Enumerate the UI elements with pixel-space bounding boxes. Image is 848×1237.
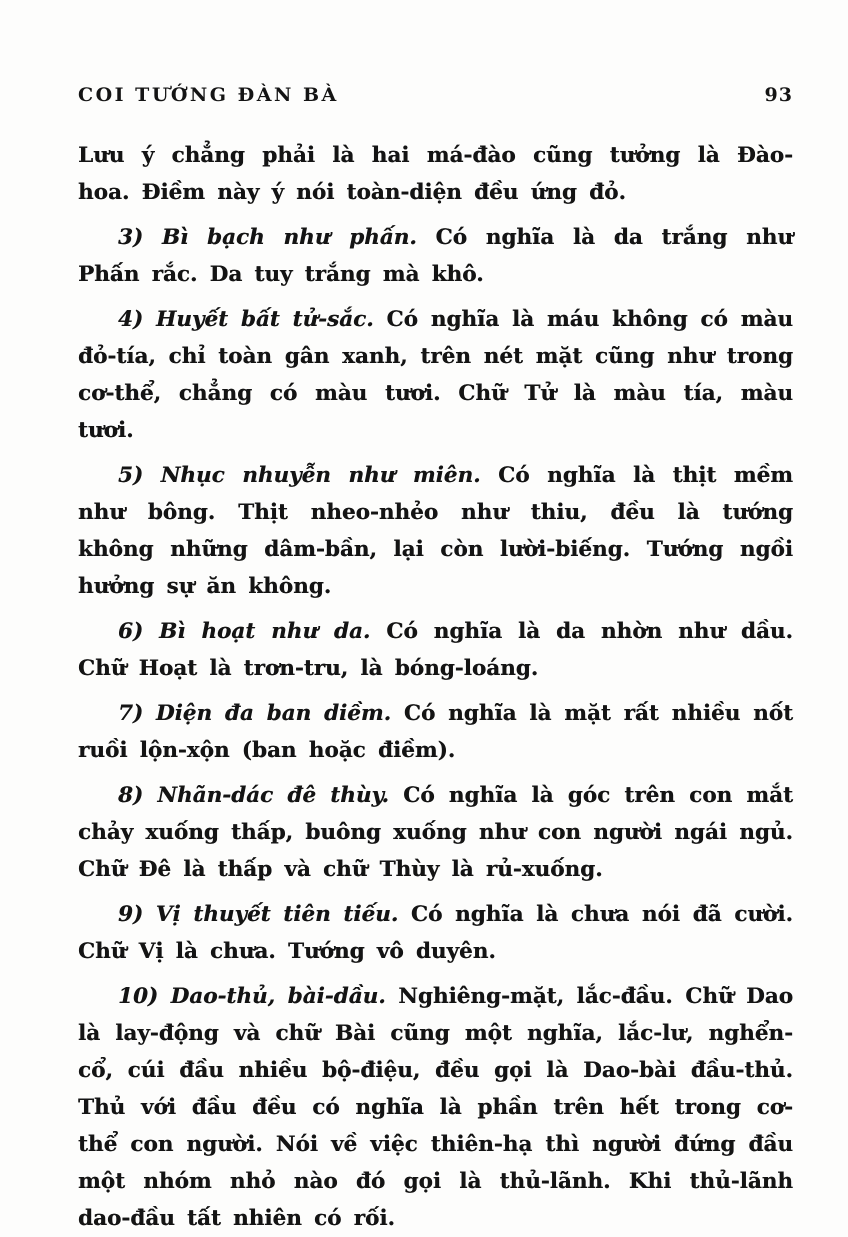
paragraph xyxy=(78,301,793,449)
paragraph-text: Có nghĩa là máu không có màu đỏ-tía, chỉ toàn gân xanh, trên nét mặt cũng như trong cơ-thể, chẳng có màu tươi. Chữ Tử là màu tía, màu tươi. xyxy=(78,307,793,443)
paragraph-text: Có nghĩa là da nhờn như dầu. Chữ Hoạt là trơn-tru, là bóng-loáng. xyxy=(78,619,793,681)
page-body xyxy=(78,137,793,1237)
paragraph xyxy=(78,896,793,970)
item-lead-phrase: 10) Dao-thủ, bài-dầu. xyxy=(118,984,386,1009)
item-lead-phrase: 3) Bì bạch như phấn. xyxy=(118,225,417,250)
paragraph xyxy=(78,457,793,605)
paragraph-text: Có nghĩa là da trắng như Phấn rắc. Da tuy trắng mà khô. xyxy=(78,225,793,287)
item-lead-phrase: 4) Huyết bất tử-sắc. xyxy=(118,307,374,332)
paragraph xyxy=(78,613,793,687)
item-lead-phrase: 5) Nhục nhuyễn như miên. xyxy=(118,463,481,488)
paragraph xyxy=(78,777,793,888)
paragraph-text: Có nghĩa là mặt rất nhiều nốt ruồi lộn-xộn (ban hoặc điềm). xyxy=(78,701,793,763)
paragraph-text: Có nghĩa là chưa nói đã cười. Chữ Vị là chưa. Tướng vô duyên. xyxy=(78,902,793,964)
item-lead-phrase: 6) Bì hoạt như da. xyxy=(118,619,371,644)
paragraph-text: Lưu ý chẳng phải là hai má-đào cũng tưởng là Đào-hoa. Điềm này ý nói toàn-diện đều ứng đỏ. xyxy=(78,143,793,205)
paragraph xyxy=(78,219,793,293)
page-number: 93 xyxy=(764,84,793,106)
running-title: COI TƯỚNG ĐÀN BÀ xyxy=(78,84,339,106)
paragraph xyxy=(78,978,793,1237)
paragraph-text: Có nghĩa là góc trên con mắt chảy xuống thấp, buông xuống như con người ngái ngủ. Chữ Đê là thấp và chữ Thùy là rủ-xuống. xyxy=(78,783,793,882)
item-lead-phrase: 8) Nhãn-dác đê thùy. xyxy=(118,783,389,808)
paragraph-text: Nghiêng-mặt, lắc-đầu. Chữ Dao là lay-động và chữ Bài cũng một nghĩa, lắc-lư, nghển-cổ, cúi đầu nhiều bộ-điệu, đều gọi là Dao-bài đầu-thủ. Thủ với đầu đều có nghĩa là phần trên hết trong cơ-thể con người. Nói về việc thiên-hạ thì người đứng đầu một nhóm nhỏ nào đó gọi là thủ-lãnh. Khi thủ-lãnh dao-đầu tất nhiên có rối. xyxy=(78,984,793,1231)
paragraph xyxy=(78,695,793,769)
paragraph-text: Có nghĩa là thịt mềm như bông. Thịt nheo-nhẻo như thiu, đều là tướng không những dâm-bần, lại còn lười-biếng. Tướng ngồi hưởng sự ăn không. xyxy=(78,463,793,599)
paragraph xyxy=(78,137,793,211)
item-lead-phrase: 7) Diện đa ban diềm. xyxy=(118,701,392,726)
item-lead-phrase: 9) Vị thuyết tiên tiếu. xyxy=(118,902,399,927)
page-header xyxy=(78,84,793,106)
